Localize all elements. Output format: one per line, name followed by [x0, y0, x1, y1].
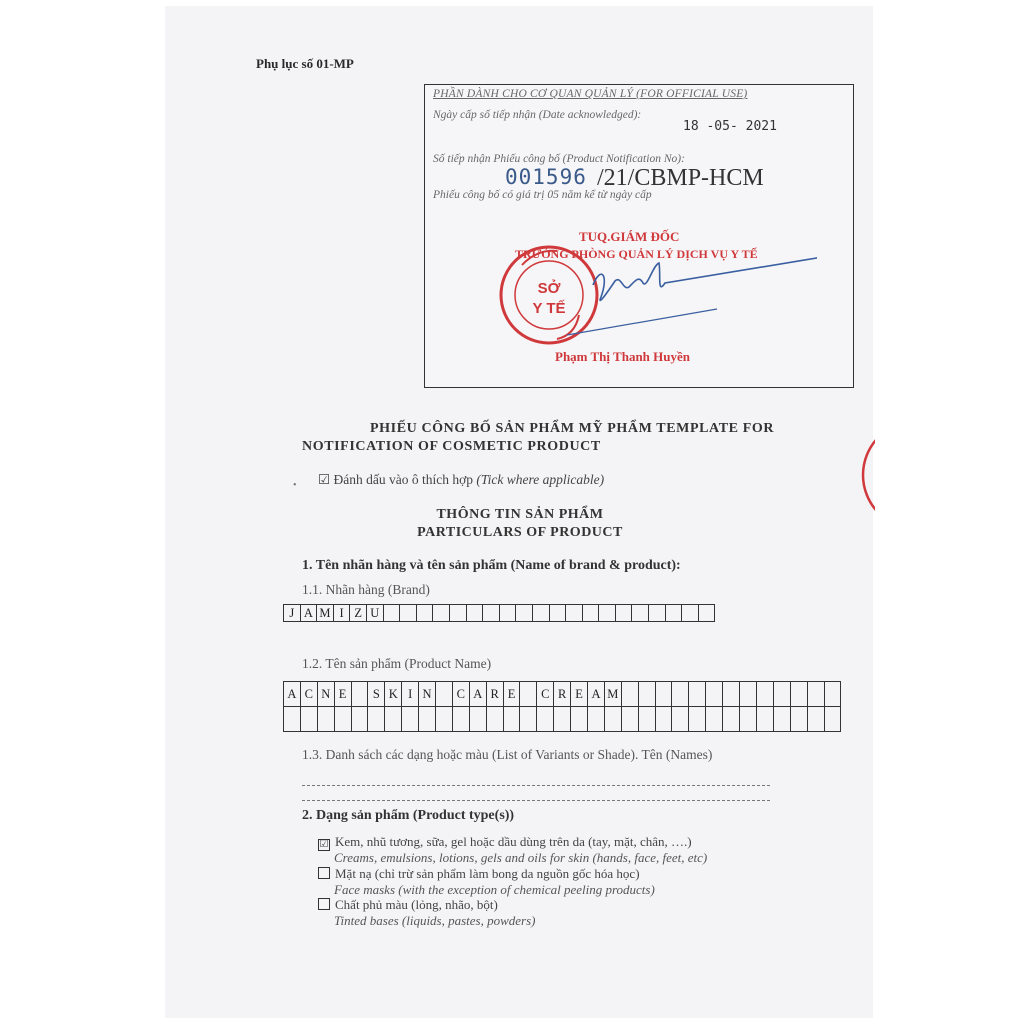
product-name-letter-cell — [571, 707, 588, 732]
tick-instruction-en: (Tick where applicable) — [476, 472, 605, 487]
product-name-letter-cell: R — [554, 682, 571, 707]
product-name-letter-cell — [790, 682, 807, 707]
product-name-letter-cell — [740, 707, 757, 732]
appendix-label: Phụ lục số 01-MP — [256, 56, 354, 71]
product-name-letter-cell — [604, 707, 621, 732]
brand-letter-cell — [383, 605, 400, 622]
product-name-letter-cell — [773, 707, 790, 732]
brand-letter-cell — [632, 605, 649, 622]
official-use-title: PHẦN DÀNH CHO CƠ QUAN QUẢN LÝ (FOR OFFICIAL USE) — [433, 88, 748, 100]
section2-heading: 2. Dạng sản phẩm (Product type(s)) — [302, 808, 515, 823]
document-title-line1: PHIẾU CÔNG BỐ SẢN PHẨM MỸ PHẨM TEMPLATE FOR — [370, 421, 775, 436]
product-name-letter-cell: A — [284, 682, 301, 707]
tick-instruction — [318, 472, 604, 488]
brand-label: 1.1. Nhãn hàng (Brand) — [302, 582, 430, 597]
brand-letter-cell: I — [333, 605, 350, 622]
product-name-letter-cell — [436, 707, 453, 732]
notification-number-value: 001596 — [505, 165, 587, 189]
brand-letter-cell: J — [284, 605, 301, 622]
product-name-letter-cell — [588, 707, 605, 732]
brand-letter-grid — [283, 604, 715, 622]
notification-number-label: Số tiếp nhận Phiếu công bố (Product Notification No): — [433, 153, 685, 165]
product-name-letter-cell: N — [419, 682, 436, 707]
brand-letter-cell — [499, 605, 516, 622]
brand-letter-cell: Z — [350, 605, 367, 622]
product-name-letter-cell — [554, 707, 571, 732]
product-name-letter-cell — [655, 682, 672, 707]
product-name-letter-cell — [351, 682, 368, 707]
brand-letter-cell — [416, 605, 433, 622]
product-name-letter-cell: C — [300, 682, 317, 707]
product-name-letter-cell — [638, 682, 655, 707]
product-name-letter-cell — [773, 682, 790, 707]
product-name-letter-cell — [706, 707, 723, 732]
product-name-letter-cell: K — [385, 682, 402, 707]
section1-heading: 1. Tên nhãn hàng và tên sản phẩm (Name of brand & product): — [302, 558, 681, 573]
product-name-letter-cell — [807, 682, 824, 707]
product-name-letter-cell — [672, 682, 689, 707]
product-name-letter-cell — [807, 707, 824, 732]
product-name-letter-cell — [723, 707, 740, 732]
product-name-letter-cell — [284, 707, 301, 732]
product-name-letter-cell — [385, 707, 402, 732]
product-name-letter-cell: E — [503, 682, 520, 707]
product-type-option-1[interactable] — [318, 834, 707, 866]
checked-box-icon: ☑ — [318, 472, 331, 487]
product-name-letter-cell — [790, 707, 807, 732]
brand-letter-cell — [698, 605, 715, 622]
stamp-text-so: SỞ — [537, 280, 561, 297]
product-name-letter-cell — [706, 682, 723, 707]
checkbox-icon[interactable] — [318, 898, 330, 910]
product-name-letter-cell — [723, 682, 740, 707]
partial-stamp-edge — [857, 420, 875, 530]
particulars-heading-vi: THÔNG TIN SẢN PHẨM — [436, 507, 604, 522]
tick-instruction-vi: Đánh dấu vào ô thích hợp — [333, 472, 473, 487]
product-name-letter-cell — [756, 707, 773, 732]
brand-letter-cell — [532, 605, 549, 622]
brand-letter-cell — [400, 605, 417, 622]
validity-note: Phiếu công bố có giá trị 05 năm kể từ ngày cấp — [433, 189, 652, 201]
stray-mark: • — [293, 480, 297, 491]
product-type-option-3-en: Tinted bases (liquids, pastes, powders) — [334, 913, 536, 928]
product-name-letter-cell — [469, 707, 486, 732]
product-name-letter-cell: E — [571, 682, 588, 707]
product-name-letter-cell: M — [604, 682, 621, 707]
product-name-letter-cell — [756, 682, 773, 707]
brand-letter-cell — [433, 605, 450, 622]
official-use-box — [424, 84, 854, 388]
product-name-letter-cell — [436, 682, 453, 707]
brand-letter-cell — [665, 605, 682, 622]
product-name-letter-cell: I — [402, 682, 419, 707]
product-name-letter-cell: E — [334, 682, 351, 707]
product-name-letter-cell — [740, 682, 757, 707]
brand-letter-cell — [516, 605, 533, 622]
product-name-letter-cell — [689, 682, 706, 707]
date-acknowledged-value: 18 -05- 2021 — [683, 119, 777, 134]
brand-letter-cell — [615, 605, 632, 622]
checkbox-icon[interactable] — [318, 867, 330, 879]
brand-letter-cell — [449, 605, 466, 622]
deputy-director-title: TUQ.GIÁM ĐỐC — [579, 229, 680, 244]
particulars-heading — [360, 506, 680, 542]
brand-letter-cell — [682, 605, 699, 622]
product-name-letter-cell — [402, 707, 419, 732]
brand-letter-cell — [566, 605, 583, 622]
product-name-letter-cell — [317, 707, 334, 732]
notification-number-suffix: /21/CBMP-HCM — [597, 165, 764, 191]
variants-label: 1.3. Danh sách các dạng hoặc màu (List of Variants or Shade). Tên (Names) — [302, 747, 713, 762]
product-name-letter-cell — [621, 707, 638, 732]
product-name-letter-cell — [486, 707, 503, 732]
product-name-letter-cell: A — [469, 682, 486, 707]
brand-letter-cell — [582, 605, 599, 622]
product-type-option-3-vi: Chất phủ màu (lỏng, nhão, bột) — [335, 897, 498, 912]
department-title: TRƯỞNG PHÒNG QUẢN LÝ DỊCH VỤ Y TẾ — [515, 247, 758, 261]
product-name-letter-cell — [655, 707, 672, 732]
product-name-letter-cell — [672, 707, 689, 732]
product-name-letter-cell — [452, 707, 469, 732]
brand-letter-cell — [483, 605, 500, 622]
product-type-option-2[interactable] — [318, 866, 655, 898]
product-name-letter-cell — [824, 682, 841, 707]
product-name-letter-cell — [621, 682, 638, 707]
product-name-letter-cell — [334, 707, 351, 732]
date-acknowledged-label: Ngày cấp số tiếp nhận (Date acknowledged): — [433, 109, 642, 121]
checkbox-icon[interactable]: ☑ — [319, 839, 329, 850]
product-name-letter-cell — [824, 707, 841, 732]
document-title — [302, 420, 802, 456]
product-name-letter-cell: S — [368, 682, 385, 707]
particulars-heading-en: PARTICULARS OF PRODUCT — [417, 525, 623, 540]
product-name-letter-cell — [300, 707, 317, 732]
product-name-letter-cell — [351, 707, 368, 732]
product-type-option-3[interactable] — [318, 897, 536, 929]
brand-letter-cell: A — [300, 605, 317, 622]
product-name-letter-cell — [503, 707, 520, 732]
product-name-letter-cell: C — [537, 682, 554, 707]
product-name-letter-cell — [638, 707, 655, 732]
product-name-letter-cell — [419, 707, 436, 732]
variants-blank-line-2 — [302, 800, 770, 801]
brand-letter-cell — [599, 605, 616, 622]
product-name-letter-grid — [283, 681, 841, 732]
product-name-label: 1.2. Tên sản phẩm (Product Name) — [302, 656, 492, 671]
product-name-letter-cell — [520, 707, 537, 732]
stamp-text-yte: Y TẾ — [532, 300, 566, 317]
product-name-letter-cell — [537, 707, 554, 732]
signer-name: Phạm Thị Thanh Huyền — [555, 349, 690, 364]
product-name-letter-cell: C — [452, 682, 469, 707]
product-type-option-1-vi: Kem, nhũ tương, sữa, gel hoặc dầu dùng trên da (tay, mặt, chân, ….) — [335, 834, 692, 849]
document-title-line2: NOTIFICATION OF COSMETIC PRODUCT — [302, 439, 601, 454]
product-name-letter-cell — [689, 707, 706, 732]
product-name-letter-cell: N — [317, 682, 334, 707]
variants-blank-line-1 — [302, 785, 770, 786]
product-type-option-1-en: Creams, emulsions, lotions, gels and oils for skin (hands, face, feet, etc) — [334, 850, 708, 865]
product-name-letter-cell — [368, 707, 385, 732]
brand-letter-cell: U — [366, 605, 383, 622]
product-name-letter-cell: R — [486, 682, 503, 707]
brand-letter-cell — [466, 605, 483, 622]
brand-letter-cell — [549, 605, 566, 622]
brand-letter-cell: M — [317, 605, 334, 622]
product-type-option-2-vi: Mặt nạ (chỉ trừ sản phẩm làm bong da nguồn gốc hóa học) — [335, 866, 640, 881]
product-name-letter-cell: A — [588, 682, 605, 707]
brand-letter-cell — [649, 605, 666, 622]
product-type-option-2-en: Face masks (with the exception of chemical peeling products) — [334, 882, 655, 897]
product-name-letter-cell — [520, 682, 537, 707]
